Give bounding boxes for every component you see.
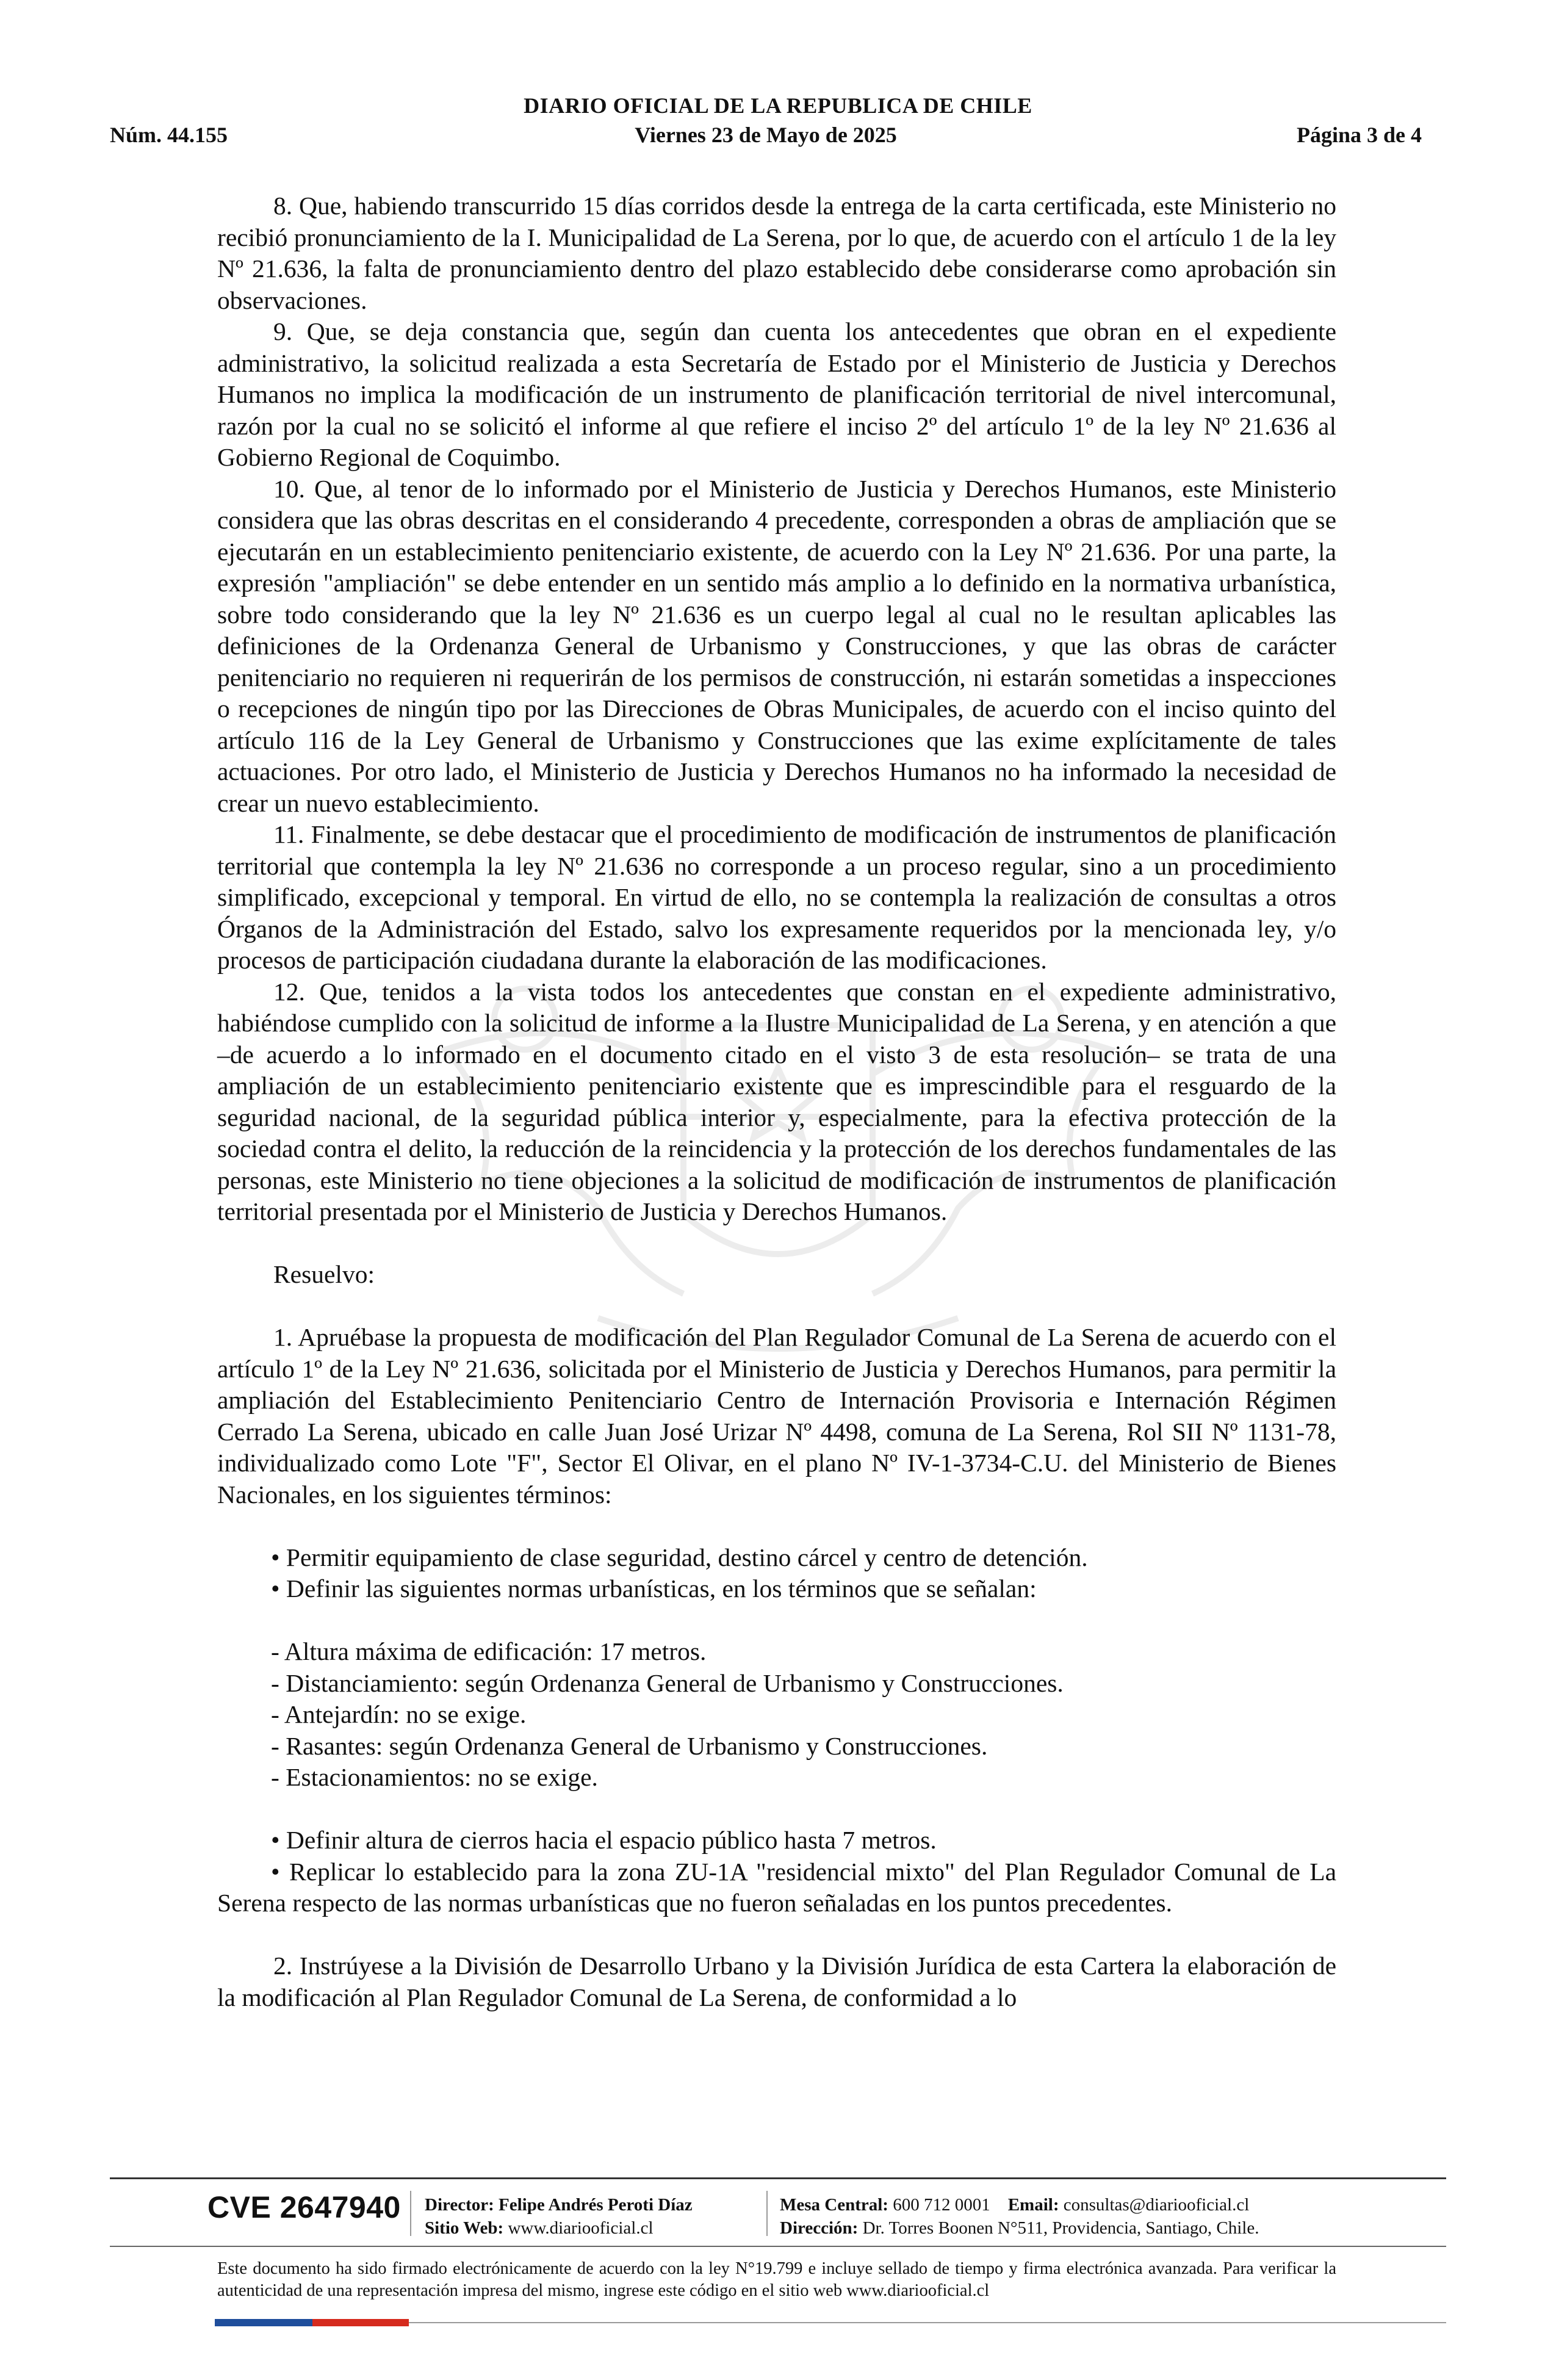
email-link[interactable]: consultas@diariooficial.cl (1063, 2195, 1250, 2215)
list-item: • Permitir equipamiento de clase seguridad, destino cárcel y centro de detención. (271, 1543, 1088, 1571)
web-label: Sitio Web: (425, 2218, 504, 2238)
web-link[interactable]: www.diariooficial.cl (508, 2218, 654, 2238)
resolution-2: 2. Instrúyese a la División de Desarrollo Urbano y la División Jurídica de esta Cartera la elaboración de la modificación al Plan Regulador Comunal de La Serena, de conformidad a lo (217, 1952, 1336, 2011)
list-item: • Definir altura de cierros hacia el espacio público hasta 7 metros. (271, 1826, 937, 1854)
paragraph-9: 9. Que, se deja constancia que, según dan cuenta los antecedentes que obran en el expediente administrativo, la solicitud realizada a esta Secretaría de Estado por el Ministerio de Justicia y Derechos Humanos no implica la modificación de un instrumento de planificación territorial de nivel intercomunal, razón por la cual no se solicitó el informe al que refiere el inciso 2º del artículo 1º de la ley Nº 21.636 al Gobierno Regional de Coquimbo. (217, 317, 1336, 471)
footer-divider (410, 2191, 411, 2236)
document-body (217, 190, 1336, 2013)
list-item: - Distanciamiento: según Ordenanza General de Urbanismo y Construcciones. (271, 1668, 1064, 1697)
director-label: Director: (425, 2195, 494, 2215)
chile-flag-stripe-icon (215, 2319, 409, 2326)
list-item: - Rasantes: según Ordenanza General de Urbanismo y Construcciones. (271, 1731, 988, 1760)
list-item: • Replicar lo establecido para la zona ZU-1A "residencial mixto" del Plan Regulador Comunal de La Serena respecto de las normas urbanísticas que no fueron señaladas en los puntos precedentes. (217, 1857, 1336, 1917)
footer-bottom-rule (409, 2322, 1446, 2323)
paragraph-8: 8. Que, habiendo transcurrido 15 días corridos desde la entrega de la carta certificada, este Ministerio no recibió pronunciamiento de la I. Municipalidad de La Serena, por lo que, de acuerdo con el artículo 1 de la ley Nº 21.636, la falta de pronunciamiento dentro del plazo establecido debe considerarse como aprobación sin observaciones. (217, 192, 1336, 314)
issue-number: Núm. 44.155 (110, 123, 228, 147)
address-label: Dirección: (780, 2218, 859, 2238)
resuelvo-heading: Resuelvo: (273, 1260, 375, 1288)
cve-code: CVE 2647940 (207, 2190, 401, 2224)
paragraph-11: 11. Finalmente, se debe destacar que el procedimiento de modificación de instrumentos de planificación territorial que contempla la ley Nº 21.636 no corresponde a un proceso regular, sino a un procedimiento simplificado, excepcional y temporal. En virtud de ello, no se contempla la realización de consultas a otros Órganos de la Administración del Estado, salvo los expresamente requeridos por la mencionada ley, y/o procesos de participación ciudadana durante la elaboración de las modificaciones. (217, 820, 1336, 974)
footer-contact-block (780, 2193, 1259, 2240)
mesa-label: Mesa Central: (780, 2195, 888, 2215)
footer-director-block (425, 2193, 693, 2240)
list-item: - Altura máxima de edificación: 17 metros. (271, 1637, 707, 1665)
paragraph-10: 10. Que, al tenor de lo informado por el Ministerio de Justicia y Derechos Humanos, este Ministerio considera que las obras descritas en el considerando 4 precedente, corresponden a obras de ampliación que se ejecutarán en un establecimiento penitenciario existente, de acuerdo con la Ley Nº 21.636. Por una parte, la expresión "ampliación" se debe entender en un sentido más amplio a lo definido en la normativa urbanística, sobre todo considerando que la ley Nº 21.636 es un cuerpo legal al cual no le resultan aplicables las definiciones de la Ordenanza General de Urbanismo y Construcciones, y que las obras de carácter penitenciario no requieren ni requerirán de los permisos de construcción, ni estarán sometidas a inspecciones o recepciones de ningún tipo por las Direcciones de Obras Municipales, de acuerdo con el inciso quinto del artículo 116 de la Ley General de Urbanismo y Construcciones que las exime explícitamente de tales actuaciones. Por otro lado, el Ministerio de Justicia y Derechos Humanos no ha informado la necesidad de crear un nuevo establecimiento. (217, 474, 1336, 817)
address-value: Dr. Torres Boonen N°511, Providencia, Santiago, Chile. (862, 2218, 1259, 2238)
issue-date: Viernes 23 de Mayo de 2025 (635, 123, 897, 147)
resolution-1: 1. Apruébase la propuesta de modificación del Plan Regulador Comunal de La Serena de acuerdo con el artículo 1º de la Ley Nº 21.636, solicitada por el Ministerio de Justicia y Derechos Humanos, para permitir la ampliación del Establecimiento Penitenciario Centro de Internación Provisoria e Internación Régimen Cerrado La Serena, ubicado en calle Juan José Urizar Nº 4498, comuna de La Serena, Rol SII Nº 1131-78, individualizado como Lote "F", Sector El Olivar, en el plano Nº IV-1-3734-C.U. del Ministerio de Bienes Nacionales, en los siguientes términos: (217, 1323, 1336, 1509)
page-number: Página 3 de 4 (1296, 123, 1422, 147)
email-label: Email: (1007, 2195, 1059, 2215)
list-item: • Definir las siguientes normas urbanísticas, en los términos que se señalan: (271, 1574, 1037, 1603)
newspaper-title: DIARIO OFICIAL DE LA REPUBLICA DE CHILE (524, 93, 1032, 118)
header-row (110, 122, 1422, 149)
list-item: - Estacionamientos: no se exige. (271, 1763, 598, 1791)
footer-mid-rule (110, 2246, 1446, 2247)
mesa-phone: 600 712 0001 (893, 2195, 990, 2215)
director-name: Felipe Andrés Peroti Díaz (499, 2195, 693, 2215)
footer-top-rule (110, 2177, 1446, 2179)
footer-divider (766, 2191, 768, 2236)
paragraph-12: 12. Que, tenidos a la vista todos los antecedentes que constan en el expediente administrativo, habiéndose cumplido con la solicitud de informe a la Ilustre Municipalidad de La Serena, y en atención a que –de acuerdo a lo informado en el documento citado en el visto 3 de esta resolución– se trata de una ampliación de un establecimiento penitenciario existente que es imprescindible para el resguardo de la seguridad nacional, de la seguridad pública interior y, especialmente, para la efectiva protección de la sociedad contra el delito, la reducción de la reincidencia y la protección de los derechos fundamentales de las personas, este Ministerio no tiene objeciones a la solicitud de modificación de instrumentos de planificación territorial presentada por el Ministerio de Justicia y Derechos Humanos. (217, 977, 1336, 1225)
legal-notice: Este documento ha sido firmado electrónicamente de acuerdo con la ley N°19.799 e incluye sellado de tiempo y firma electrónica avanzada. Para verificar la autenticidad de una representación impresa del mismo, ingrese este código en el sitio web www.diariooficial.cl (217, 2259, 1336, 2300)
list-item: - Antejardín: no se exige. (271, 1700, 527, 1728)
